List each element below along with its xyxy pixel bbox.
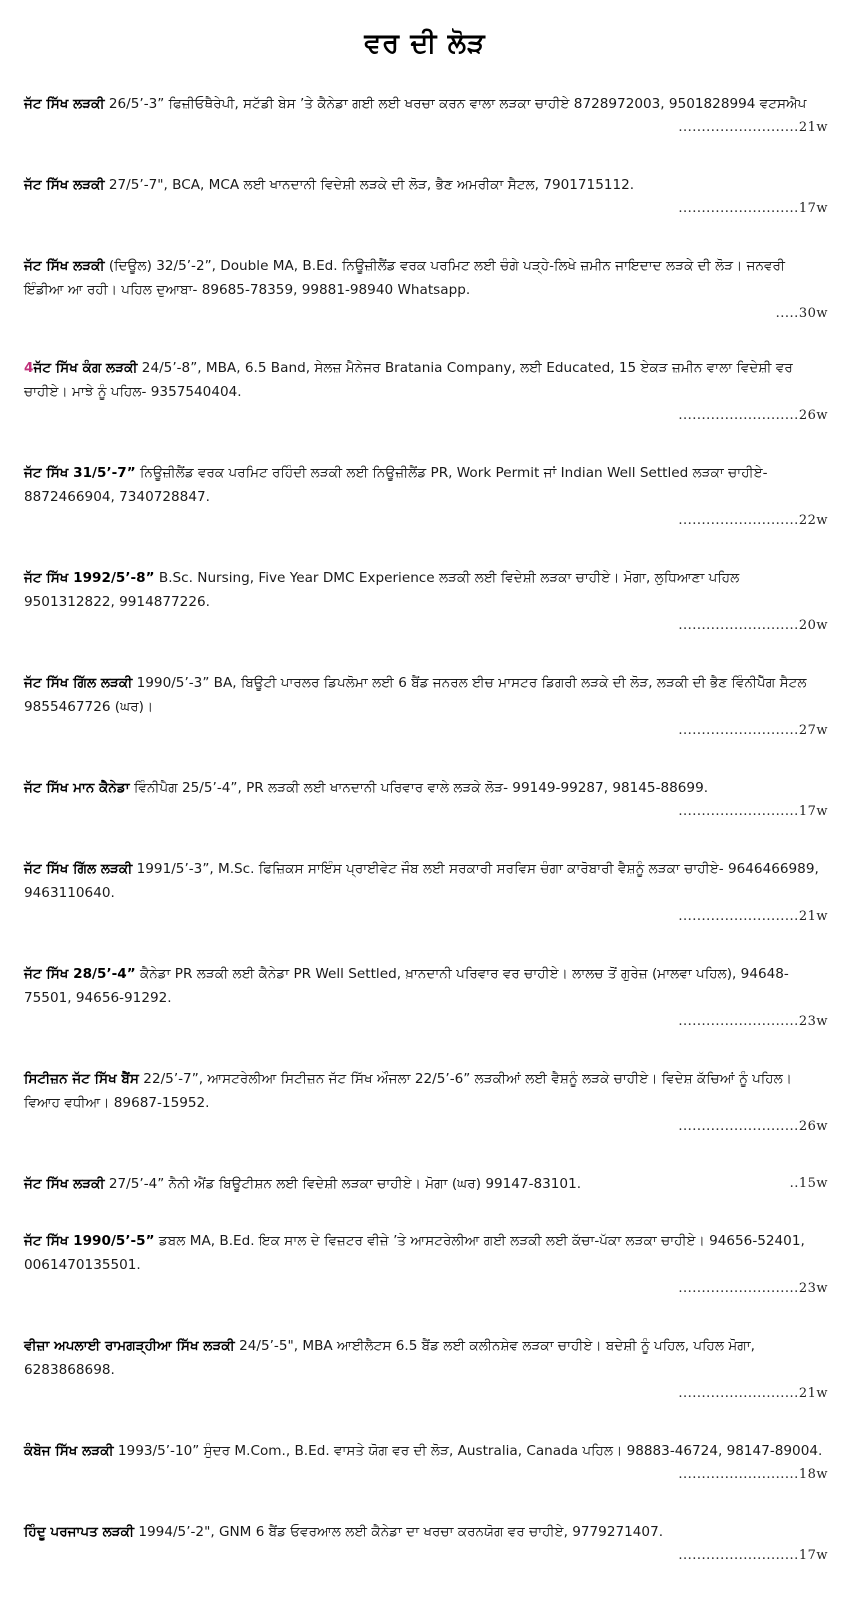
- ad-code: ..........................21w: [678, 909, 828, 924]
- ad-code: ..........................18w: [678, 1467, 828, 1482]
- ad-item: [24, 461, 828, 533]
- ad-item: [24, 1439, 828, 1487]
- ad-item: [24, 857, 828, 929]
- page-title: ਵਰ ਦੀ ਲੋੜ: [364, 28, 486, 59]
- ad-heading: ਜੱਟ ਸਿੱਖ ਲੜਕੀ: [24, 258, 105, 274]
- ad-text: 1993/5’-10” ਸੁੰਦਰ M.Com., B.Ed. ਵਾਸਤੇ ਯੋਗ ਵਰ ਦੀ ਲੋੜ, Australia, Canada ਪਹਿਲ। 98883-46724, 98147-89004.: [113, 1443, 823, 1459]
- ad-code: ..........................20w: [678, 618, 828, 633]
- ad-text: 24/5’-8”, MBA, 6.5 Band, ਸੇਲਜ਼ ਮੈਨੇਜਰ Bratania Company, ਲਈ Educated, 15 ਏਕੜ ਜ਼ਮੀਨ ਵਾਲਾ ਵਿਦੇਸ਼ੀ ਵਰ ਚਾਹੀਏ। ਮਾਝੇ ਨੂੰ ਪਹਿਲ- 9357540404.: [24, 360, 793, 400]
- ad-item: [24, 173, 828, 221]
- ad-code: ..15w: [789, 1176, 828, 1191]
- ad-text: 27/5’-7", BCA, MCA ਲਈ ਖਾਨਦਾਨੀ ਵਿਦੇਸ਼ੀ ਲੜਕੇ ਦੀ ਲੋੜ, ਭੈਣ ਅਮਰੀਕਾ ਸੈਟਲ, 7901715112.: [104, 177, 635, 193]
- ad-code: ..........................23w: [678, 1014, 828, 1029]
- ad-text: 26/5’-3” ਫਿਜ਼ੀਓਥੈਰੇਪੀ, ਸਟੱਡੀ ਬੇਸ ’ਤੇ ਕੈਨੇਡਾ ਗਈ ਲਈ ਖਰਚਾ ਕਰਨ ਵਾਲਾ ਲੜਕਾ ਚਾਹੀਏ 8728972003, 9501828994 ਵਟਸਐਪ: [104, 96, 807, 112]
- ad-heading: ਜੱਟ ਸਿੱਖ 28/5’-4”: [24, 966, 136, 982]
- ad-item: [24, 1229, 828, 1301]
- ad-heading: ਜੱਟ ਸਿੱਖ 1992/5’-8”: [24, 570, 155, 586]
- ad-text: 1990/5’-3” BA, ਬਿਊਟੀ ਪਾਰਲਰ ਡਿਪਲੋਮਾ ਲਈ 6 ਬੈਂਡ ਜਨਰਲ ਈਚ ਮਾਸਟਰ ਡਿਗਰੀ ਲੜਕੇ ਦੀ ਲੋੜ, ਲੜਕੀ ਦੀ ਭੈਣ ਵਿੰਨੀਪੈੱਗ ਸੈਟਲ 9855467726 (ਘਰ)।: [24, 675, 807, 715]
- ad-item: [24, 1334, 828, 1406]
- ad-text: B.Sc. Nursing, Five Year DMC Experience ਲੜਕੀ ਲਈ ਵਿਦੇਸ਼ੀ ਲੜਕਾ ਚਾਹੀਏ। ਮੋਗਾ, ਲੁਧਿਆਣਾ ਪਹਿਲ 9501312822, 9914877226.: [24, 570, 740, 610]
- ad-heading: ਜੱਟ ਸਿੱਖ ਗਿੱਲ ਲੜਕੀ: [24, 675, 133, 691]
- ad-heading: ਜੱਟ ਸਿੱਖ ਕੰਗ ਲੜਕੀ: [33, 360, 138, 376]
- ad-item: [24, 776, 828, 824]
- ad-heading: ਕੰਬੋਜ ਸਿੱਖ ਲੜਕੀ: [24, 1443, 114, 1459]
- ad-item: [24, 671, 828, 743]
- ad-item: [24, 92, 828, 140]
- ad-text: 24/5’-5", MBA ਆਈਲੈਟਸ 6.5 ਬੈਂਡ ਲਈ ਕਲੀਨਸ਼ੇਵ ਲੜਕਾ ਚਾਹੀਏ। ਬਦੇਸ਼ੀ ਨੂੰ ਪਹਿਲ, ਪਹਿਲ ਮੋਗਾ, 6283868698.: [24, 1338, 755, 1378]
- ad-code: ..........................21w: [678, 1386, 828, 1401]
- ad-code: .....30w: [775, 306, 828, 321]
- ad-heading: ਹਿੰਦੂ ਪਰਜਾਪਤ ਲੜਕੀ: [24, 1524, 135, 1540]
- ad-code: ..........................21w: [678, 120, 828, 135]
- ad-text: ਡਬਲ MA, B.Ed. ਇਕ ਸਾਲ ਦੇ ਵਿਜ਼ਟਰ ਵੀਜ਼ੇ ’ਤੇ ਆਸਟਰੇਲੀਆ ਗਈ ਲੜਕੀ ਲਈ ਕੱਚਾ-ਪੱਕਾ ਲੜਕਾ ਚਾਹੀਏ। 94656-52401, 0061470135501.: [24, 1233, 805, 1273]
- ad-text: 1991/5’-3”, M.Sc. ਫਿਜ਼ਿਕਸ ਸਾਇੰਸ ਪ੍ਰਾਈਵੇਟ ਜੌਬ ਲਈ ਸਰਕਾਰੀ ਸਰਵਿਸ ਚੰਗਾ ਕਾਰੋਬਾਰੀ ਵੈਸ਼ਨੂੰ ਲੜਕਾ ਚਾਹੀਏ- 9646466989, 9463110640.: [24, 861, 819, 901]
- ad-code: ..........................17w: [678, 1548, 828, 1563]
- ad-item: [24, 566, 828, 638]
- matrimonial-ads-list: [24, 92, 828, 1601]
- ad-heading: ਜੱਟ ਸਿੱਖ ਲੜਕੀ: [24, 96, 105, 112]
- ad-item: [24, 254, 828, 326]
- ad-item: [24, 962, 828, 1034]
- ad-heading: ਜੱਟ ਸਿੱਖ ਮਾਨ ਕੈਨੇਡਾ: [24, 780, 130, 796]
- ad-text: ਵਿੰਨੀਪੈਗ 25/5’-4”, PR ਲੜਕੀ ਲਈ ਖਾਨਦਾਨੀ ਪਰਿਵਾਰ ਵਾਲੇ ਲੜਕੇ ਲੋੜ- 99149-99287, 98145-88699.: [129, 780, 709, 796]
- ad-text: 27/5’-4” ਨੈਨੀ ਐਂਡ ਬਿਊਟੀਸ਼ਨ ਲਈ ਵਿਦੇਸ਼ੀ ਲੜਕਾ ਚਾਹੀਏ। ਮੋਗਾ (ਘਰ) 99147-83101.: [104, 1176, 582, 1192]
- ad-text: 22/5’-7”, ਆਸਟਰੇਲੀਆ ਸਿਟੀਜ਼ਨ ਜੱਟ ਸਿੱਖ ਔਜਲਾ 22/5’-6” ਲੜਕੀਆਂ ਲਈ ਵੈਸ਼ਨੂੰ ਲੜਕੇ ਚਾਹੀਏ। ਵਿਦੇਸ਼ ਕੱਚਿਆਂ ਨੂੰ ਪਹਿਲ। ਵਿਆਹ ਵਧੀਆ। 89687-15952.: [24, 1071, 792, 1111]
- ad-code: ..........................26w: [678, 408, 828, 423]
- ad-lead-number: 4: [24, 360, 34, 376]
- ad-text: ਨਿਊਜ਼ੀਲੈਂਡ ਵਰਕ ਪਰਮਿਟ ਰਹਿੰਦੀ ਲੜਕੀ ਲਈ ਨਿਊਜ਼ੀਲੈਂਡ PR, Work Permit ਜਾਂ Indian Well Settled ਲੜਕਾ ਚਾਹੀਏ- 8872466904, 7340728847.: [24, 465, 768, 505]
- ad-code: ..........................22w: [678, 513, 828, 528]
- ad-heading: ਜੱਟ ਸਿੱਖ 1990/5’-5”: [24, 1233, 155, 1249]
- ad-item: [24, 1067, 828, 1139]
- ad-item: [24, 356, 828, 428]
- ad-code: ..........................26w: [678, 1119, 828, 1134]
- ad-heading: ਜੱਟ ਸਿੱਖ ਲੜਕੀ: [24, 1176, 105, 1192]
- ad-text: 1994/5’-2", GNM 6 ਬੈਂਡ ਓਵਰਆਲ ਲਈ ਕੈਨੇਡਾ ਦਾ ਖਰਚਾ ਕਰਨਯੋਗ ਵਰ ਚਾਹੀਏ, 9779271407.: [134, 1524, 664, 1540]
- ad-text: ਕੈਨੇਡਾ PR ਲੜਕੀ ਲਈ ਕੈਨੇਡਾ PR Well Settled, ਖ਼ਾਨਦਾਨੀ ਪਰਿਵਾਰ ਵਰ ਚਾਹੀਏ। ਲਾਲਚ ਤੋਂ ਗੁਰੇਜ਼ (ਮਾਲਵਾ ਪਹਿਲ), 94648-75501, 94656-91292.: [24, 966, 789, 1006]
- ad-code: ..........................17w: [678, 201, 828, 216]
- ad-code: ..........................27w: [678, 723, 828, 738]
- ad-heading: ਜੱਟ ਸਿੱਖ 31/5’-7”: [24, 465, 136, 481]
- ad-item: [24, 1520, 828, 1568]
- ad-item: [24, 1172, 828, 1196]
- ad-code: ..........................17w: [678, 804, 828, 819]
- ad-code: ..........................23w: [678, 1281, 828, 1296]
- ad-heading: ਜੱਟ ਸਿੱਖ ਗਿੱਲ ਲੜਕੀ: [24, 861, 133, 877]
- ad-heading: ਜੱਟ ਸਿੱਖ ਲੜਕੀ: [24, 177, 105, 193]
- ad-heading: ਸਿਟੀਜ਼ਨ ਜੱਟ ਸਿੱਖ ਬੈਂਸ: [24, 1071, 139, 1087]
- ad-text: (ਦਿਊਲ) 32/5’-2”, Double MA, B.Ed. ਨਿਊਜ਼ੀਲੈਂਡ ਵਰਕ ਪਰਮਿਟ ਲਈ ਚੰਗੇ ਪੜ੍ਹੇ-ਲਿਖੇ ਜ਼ਮੀਨ ਜਾਇਦਾਦ ਲੜਕੇ ਦੀ ਲੋੜ। ਜਨਵਰੀ ਇੰਡੀਆ ਆ ਰਹੀ। ਪਹਿਲ ਦੁਆਬਾ- 89685-78359, 99881-98940 Whatsapp.: [24, 258, 786, 298]
- ad-heading: ਵੀਜ਼ਾ ਅਪਲਾਈ ਰਾਮਗੜ੍ਹੀਆ ਸਿੱਖ ਲੜਕੀ: [24, 1338, 235, 1354]
